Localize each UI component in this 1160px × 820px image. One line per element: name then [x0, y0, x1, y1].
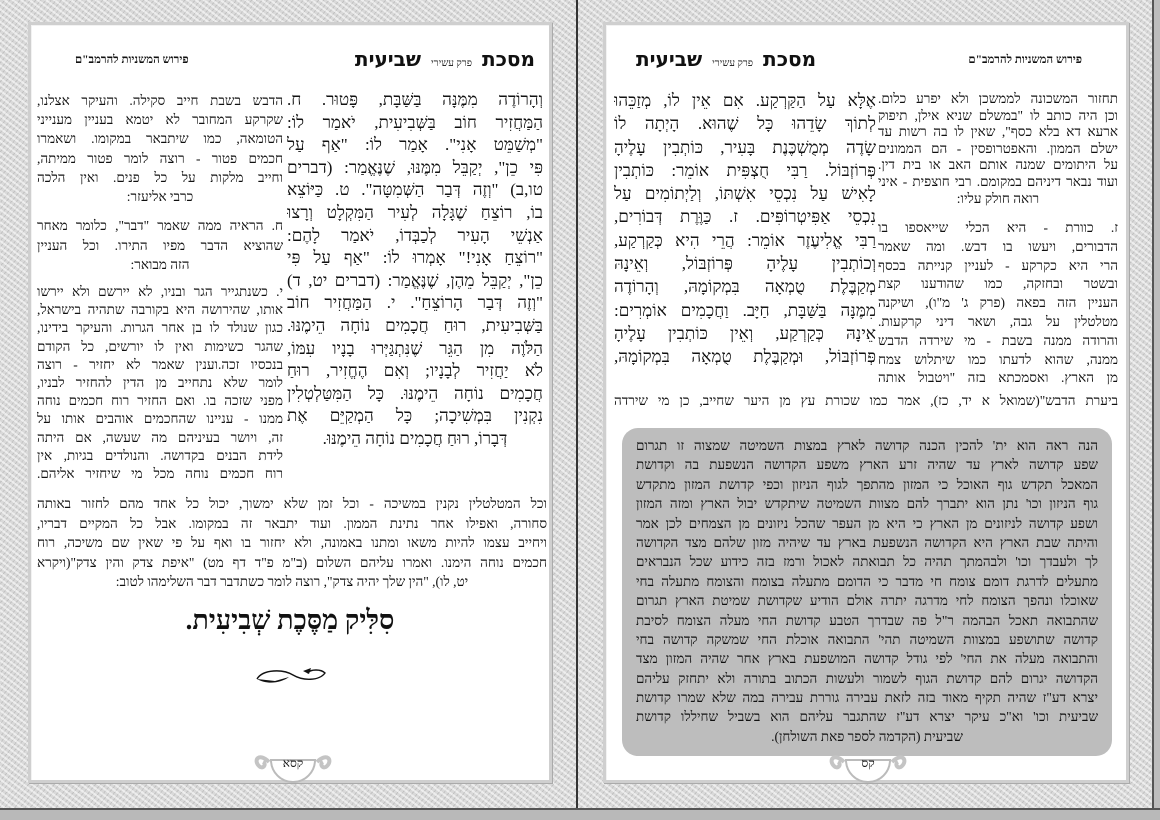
- commentary-block: [878, 219, 1118, 388]
- text-line: והיתה שבת הארץ היא הקדושה הנשפעת בארץ עד שיהיה מזון שלהם מצד הקדושה: [636, 534, 1098, 550]
- text-line: בַּשְּׁבִיעִית, רוּחַ חֲכָמִים נוֹחָה הֵימֶנּוּ.: [287, 315, 543, 335]
- text-line: והרודה ממנה בשבת - מי שירדה הדבש: [878, 332, 1118, 348]
- text-line: הזה מבואר:: [130, 257, 190, 272]
- text-line: אֶלָּא עַל הַקַּרְקַע. אִם אֵין לוֹ, מְזַכֵּהוּ: [614, 91, 876, 110]
- text-line: פְּרוֹזְבּוֹל. רַבִּי חֻצְפִּית אוֹמֵר: כּוֹתְבִין: [614, 160, 876, 180]
- text-line: רואה חולק עליו:: [956, 190, 1040, 206]
- text-line: הנה ראה הוא ית' להכין הכנה קדושה לארץ במצות השמיטה שמצוה זו תגרום: [636, 438, 1098, 453]
- text-line: כֵן", יְקַבֵּל מֵהֶן, שֶׁנֶּאֱמַר: (דברים יט, ד): [287, 270, 543, 290]
- commentary-block: [37, 283, 283, 483]
- text-line: הַמַּחֲזִיר חוֹב בַּשְּׁבִיעִית, יֹאמַר לוֹ:: [287, 112, 543, 132]
- commentary-full-width: [37, 494, 547, 592]
- text-line: וְכוֹתְבִין עָלֶיהָ פְּרוֹזְבּוֹל, וְאֵינָהּ: [614, 254, 876, 274]
- text-line: אֵינָהּ כְּקַרְקַע, וְאֵין כּוֹתְבִין עָלֶיהָ: [614, 323, 876, 343]
- text-line: שהתבואה תאכל הבהמה ר"ל פה שבדרך הטבע קדושת החי מעלה הצומח לסיבת: [636, 612, 1098, 628]
- text-line: שהוציא הדבר מפיו התירו. וכל העניין: [37, 237, 283, 253]
- text-line: לָאִישׁ עַל נִכְסֵי אִשְׁתּוֹ, וְלַיְתוֹמִים עַל: [614, 184, 876, 204]
- book-bottom-edge: [0, 808, 1160, 820]
- text-line: הטומאה, כמו שיתבאר במקומו. ושאמרו: [37, 131, 283, 147]
- text-line: לידת הבנים בקדושה. והנולדים בגיות, אין: [37, 447, 283, 463]
- header-chapter: פרק עשירי: [712, 58, 754, 69]
- text-line: ועוד נבאר דיניהם במקומם. רבי חוצפית - איני: [878, 173, 1118, 189]
- left-page: [28, 22, 552, 783]
- text-line: טו,ב) "וְזֶה דְּבַר הַשְּׁמִטָּה". ט. כַּיּוֹצֵא: [287, 180, 543, 200]
- text-line: מְקַבֶּלֶת טֻמְאָה בִּמְקוֹמָהּ, וְהָרוֹדֶה: [614, 277, 876, 297]
- text-line: ישלם הממון. והאפטרופסין - הם הממונים: [878, 140, 1118, 156]
- running-header-commentary: פירוש המשניות להרמב"ם: [968, 54, 1082, 66]
- running-header-commentary: פירוש המשניות להרמב"ם: [75, 54, 189, 66]
- commentary-block: [37, 216, 283, 275]
- text-line: ממנו - עניינו שהחכמים אוהבים אותו על: [37, 411, 283, 427]
- page-number-cartouche: [826, 750, 910, 794]
- book-edge: [1152, 0, 1160, 818]
- text-line: פִּי כֵן", יְקַבֵּל מִמֶּנּוּ, שֶׁנֶּאֱמַר: (דברים: [287, 157, 543, 177]
- book-gutter: [576, 0, 578, 818]
- header-tractate-word: מסכת: [481, 47, 535, 71]
- page-number: קסא: [282, 756, 304, 770]
- header-tractate-word: מסכת: [763, 47, 817, 71]
- header-tractate-name: שביעית: [636, 47, 703, 71]
- commentary-block: [37, 91, 283, 206]
- text-line: לְתוֹךְ שָׂדֵהוּ כָּל שֶׁהוּא. הָיְתָה לוֹ: [614, 114, 876, 134]
- text-line: רוח חכמים נוחה מכל מי שיחזיר אליהם.: [37, 465, 283, 481]
- text-line: בנכסיו זכה.וענין שאמר לא יחזיר - רוצה: [37, 356, 283, 372]
- text-line: "מְשַׁמֵּט אָנִי". אָמַר לוֹ: "אַף עַל: [287, 135, 543, 155]
- text-line: מפני שזכה בו. ואם החזיר רוח חכמים נוחה: [37, 393, 283, 409]
- text-line: בוֹ, רוֹצֵחַ שֶׁגָּלָה לְעִיר הַמִּקְלָט וְרָצוּ: [287, 202, 543, 222]
- right-page: [603, 22, 1129, 783]
- commentary-block: [878, 91, 1118, 207]
- text-line: הדבורים, ויעשו בו דבש. ומה שאמר: [878, 238, 1118, 254]
- text-line: תחזור המשכונה לממשכן ולא יפרע כלום.: [878, 91, 1118, 106]
- text-line: שפע קדושה לארץ עד שהיה זרע הארץ משפע הקדושה הנשפעת בה וקדושת: [636, 457, 1098, 473]
- page-number: קס: [861, 756, 875, 770]
- text-line: הַלֹּוֶה מִן הַגֵּר שֶׁנִּתְגַּיְּרוּ בָנָיו עִמּוֹ,: [287, 338, 543, 358]
- text-line: ושפע קדושה לניזונים מן הארץ כי היא מן העפר שהכל ניזונים מן הצמחים לכן אמר: [636, 515, 1098, 531]
- text-line: מטלטלין על גבה, ושאר דיני קרקעות.: [878, 313, 1118, 329]
- text-line: על היתומים שמנה אותם האב או בית דין.: [878, 157, 1118, 173]
- text-line: שקרקע המחובר לא יטמא בעניין מענייני: [37, 112, 283, 128]
- mishnah-text: [287, 89, 543, 451]
- text-line: י. כשנתגייר הגר ובניו, לא יירשם ולא יירשו: [37, 284, 283, 299]
- text-line: זה, ויושר בעיניהם מה שעשה, אם היתה: [37, 429, 283, 445]
- text-line: יט, לו), "הין שלך יהיה צדק", רוצה לומר כשתדבר דבר השלימהו לטוב:: [115, 574, 469, 590]
- text-line: ויחייב עצמו להיות משאו ומתנו באמונה, ולא יחזור בו ואף על פי שאין שם משיכה, רוח: [37, 535, 547, 551]
- text-line: שהגר כשימות ואין לו יורשים, כל הקודם: [37, 338, 283, 354]
- text-line: כגון שנולד לו בן אחר הגרות. והעיקר בידינו,: [37, 320, 283, 336]
- text-line: נִכְסֵי אַפִּיטְרוֹפִּים. ז. כַּוֶּרֶת דְּבוֹרִים,: [614, 207, 876, 227]
- text-line: וכל המטלטלין נקנין במשיכה - וכל זמן שלא ימשוך, יכול כל אחד מהם לחזור באותה: [37, 496, 547, 511]
- text-line: הרי היא כקרקע - לעניין קנייתה בכסף: [878, 257, 1118, 273]
- text-line: "רוֹצֵחַ אָנִי!" אָמְרוּ לוֹ: "אַף עַל פִּי: [287, 248, 543, 268]
- tractate-conclusion: סִלִּיק מַסֶּכֶת שְׁבִיעִית.: [185, 605, 395, 635]
- text-line: כרבי אליעזר:: [126, 188, 194, 204]
- text-line: גוף הניזון וכו' נתן הוא יתברך להם מצוות השמיטה שיתקדש יבול הארץ ומזה המזון: [636, 496, 1098, 512]
- text-line: חכמים פטור - רוצה לומר פטור ממיתה,: [37, 150, 283, 166]
- text-line: "וְזֶה דְּבַר הָרוֹצֵחַ". י. הַמַּחֲזִיר חוֹב: [287, 293, 543, 313]
- header-tractate-name: שביעית: [354, 47, 422, 71]
- text-line: אותו, שהירושה היא בקורבה שתהיה בישראל,: [37, 302, 283, 318]
- mishnah-text: [614, 89, 876, 369]
- text-line: חֲכָמִים נוֹחָה הֵימֶנּוּ. כָּל הַמִּטַּלְטְלִין: [287, 383, 543, 403]
- highlight-quote-box: [622, 428, 1112, 756]
- ornament-flourish-icon: [253, 665, 329, 687]
- text-line: ביערת הדבש"(שמואל א יד, כז), אמר כמו שכורת עץ מן היער שחייב, כן מי שירדה: [614, 393, 1118, 408]
- text-line: שָׂדֶה מְמֻשְׁכֶּנֶת בָּעִיר, כּוֹתְבִין עָלֶיהָ: [614, 137, 876, 157]
- text-line: העניין הזה בפאה (פרק ג' מ"ו), ושיקנה: [878, 295, 1118, 311]
- running-header-tractate: [355, 47, 535, 71]
- text-line: המאכל תקדש גוף האוכל כי המזון מהתפך לגוף הניזון וכפי קדושת המזון מתקדש: [636, 476, 1098, 492]
- text-line: לך ולעבדך וכו' ולבהמתך תהיה כל תבואתה לאכול ורמז בזה כידוע שכל הנבראים: [636, 554, 1098, 570]
- text-line: ח. הראיה ממה שאמר "דבר", כלומר מאחר: [37, 218, 283, 233]
- text-line: רַבִּי אֱלִיעֶזֶר אוֹמֵר: הֲרֵי הִיא כְּקַרְקַע,: [614, 230, 876, 250]
- text-line: שביעית וכו' וא"כ עיקר יצרא דע"ז שהתגבר עליהם הוא בשביל שחיללו קדושת: [636, 709, 1098, 725]
- text-line: ארעא דא בלא כסף", שאין לו בה רשות עד: [878, 124, 1118, 140]
- text-line: מן הארץ. ואסמכתא בזה "ויטבול אותה: [878, 370, 1118, 386]
- header-chapter: פרק עשירי: [431, 58, 472, 69]
- text-line: מתעלים לדרגת דומם צומח חי מדבר כי הדומם מתעלה בצומח והצומח מתעלה בחי: [636, 573, 1098, 589]
- text-line: אַנְשֵׁי הָעִיר לְכַבְּדוֹ, יֹאמַר לָהֶם:: [287, 225, 543, 245]
- text-line: שביעית (הקדמה לספר פאת השולחן).: [771, 728, 963, 744]
- text-line: וְהָרוֹדֶה מִמֶּנָּה בַּשַּׁבָּת, פָּטוּר. ח.: [287, 90, 543, 109]
- text-line: חכמים נוחה הימנו. ואמרו עליהם השלום (ב"מ פ"ד דף מט) "איפת צדק והין צדק"(ויקרא: [37, 554, 547, 570]
- text-line: סחורה, ואפילו אחר נתינת הממון. ועוד יתבאר זה במקומו. אבל כל המקיים דבריו,: [37, 515, 547, 531]
- text-line: הדבש בשבת חייב סקילה. והעיקר אצלנו,: [37, 93, 283, 108]
- text-line: מִמֶּנָּה בַּשַּׁבָּת, חַיָּב. וַחֲכָמִים אוֹמְרִים:: [614, 300, 876, 320]
- text-line: הקדושה יגרום להם קדושת הגוף לשמור ולעשות הכתוב בתורה ולא יתחזק עליהם: [636, 670, 1098, 686]
- text-line: נִקְנִין בִּמְשִׁיכָה; כָּל הַמְקַיֵּם אֶת: [287, 406, 543, 426]
- text-line: דְּבָרוֹ, רוּחַ חֲכָמִים נוֹחָה הֵימֶנּוּ.: [322, 428, 508, 448]
- running-header-tractate: [636, 47, 816, 71]
- text-line: ובשטר ובחזקה, כמו שהודענו קצת: [878, 276, 1118, 292]
- text-line: שאוכלו ונהפך הצומח לחי מדרגה יתרה אולם הודיע שקדושת שמיטת הארץ תגרום: [636, 593, 1098, 609]
- text-line: לֹא יַחֲזִיר לְבָנָיו; וְאִם הֶחֱזִיר, רוּחַ: [287, 361, 543, 381]
- text-line: והתבואה מעלה את החי' לפי גודל קדושה המושפעת בארץ אחר שהיה המזון מצד: [636, 651, 1098, 667]
- page-number-cartouche: [251, 750, 335, 794]
- text-line: פְּרוֹזְבּוֹל, וּמְקַבֶּלֶת טֻמְאָה בִּמְקוֹמָהּ,: [614, 347, 876, 367]
- text-line: יצרא דע"ז שהיה תקיף מאוד בזה לזאת עבירה גוררת עבירה במה שלא שמרו קדושת: [636, 690, 1098, 706]
- text-line: לומר שלא נתחייב מן הדין להחזיר לבניו,: [37, 374, 283, 390]
- text-line: וחייב מלקות על כל פנים. ואין הלכה: [37, 169, 283, 185]
- commentary-full-width: [614, 391, 1118, 410]
- quote-text: [636, 436, 1098, 746]
- text-line: ממנה, שהוא לדעתו כמו שיתלוש צמח: [878, 351, 1118, 367]
- text-line: קדושה שתושפע במצוות השמיטה תהי' התבואה אוכלת החי שמשקה קדושה בחי: [636, 631, 1098, 647]
- text-line: ז. כוורת - היא הכלי שייאספו בו: [878, 220, 1118, 235]
- text-line: וכן היה כותב לו "במשלם שניא אילן, תיפוק: [878, 107, 1118, 123]
